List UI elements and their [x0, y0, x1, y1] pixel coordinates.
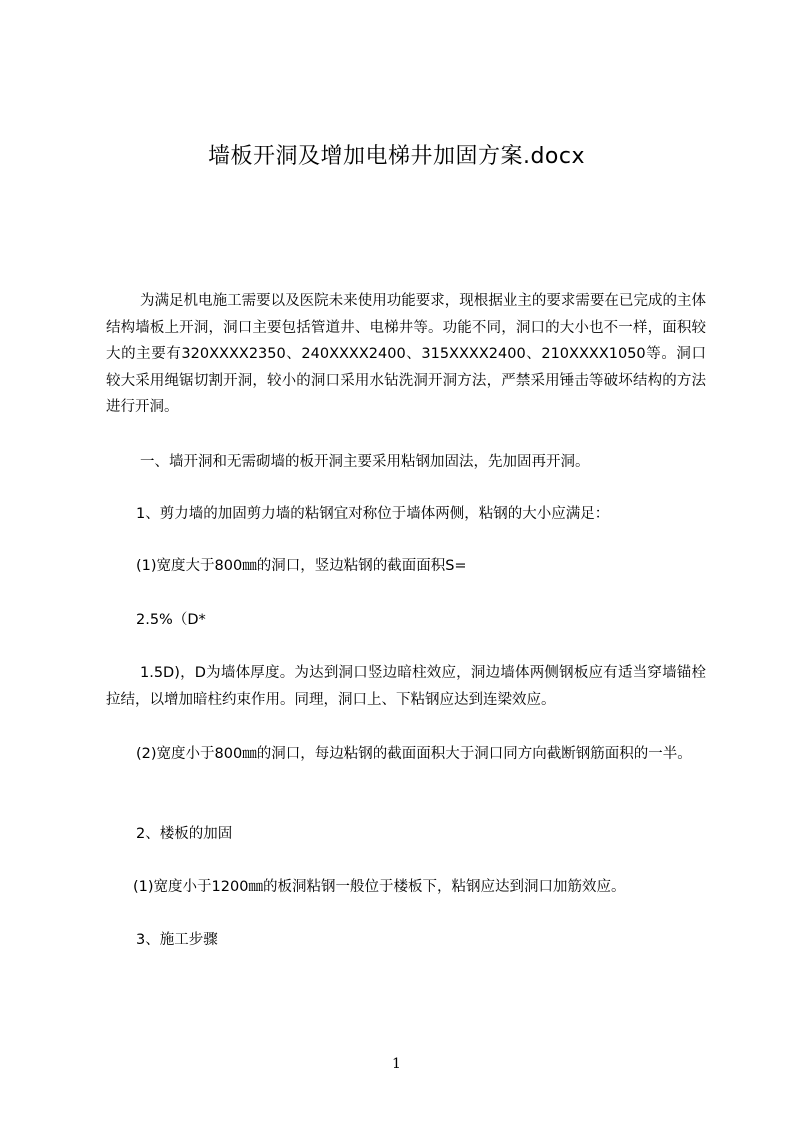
item-2-heading: 2、楼板的加固 [136, 826, 233, 842]
item-2-1-text: (1)宽度小于1200㎜的板洞粘钢一般位于楼板下，粘钢应达到洞口加筋效应。 [133, 879, 626, 895]
item-3-heading: 3、施工步骤 [136, 932, 218, 948]
item-1-heading: 1、剪力墙的加固剪力墙的粘钢宜对称位于墙体两侧，粘钢的大小应满足： [136, 506, 610, 522]
item-1-1-continuation: 1.5D)，D为墙体厚度。为达到洞口竖边暗柱效应，洞边墙体两侧钢板应有适当穿墙锚栓拉结，以增加暗柱约束作用。同理，洞口上、下粘钢应达到连梁效应。 [106, 665, 706, 708]
page-number: 1 [392, 1056, 401, 1072]
intro-paragraph: 为满足机电施工需要以及医院未来使用功能要求，现根据业主的要求需要在已完成的主体结构墙板上开洞，洞口主要包括管道井、电梯井等。功能不同，洞口的大小也不一样，面积较大的主要有320XXXX2350、240XXXX2400、315XXXX2400、210XXXX1050等。洞口较大采用绳锯切割开洞，较小的洞口采用水钻洗洞开洞方法，严禁采用锤击等破坏结构的方法进行开洞。 [106, 293, 706, 415]
document-title: 墙板开洞及增加电梯井加固方案.docx [207, 144, 586, 169]
section-heading-1: 一、墙开洞和无需砌墙的板开洞主要采用粘钢加固法，先加固再开洞。 [140, 454, 590, 470]
item-1-2-text: (2)宽度小于800㎜的洞口，每边粘钢的截面面积大于洞口同方向截断钢筋面积的一半。 [136, 746, 692, 762]
item-1-1-text: (1)宽度大于800㎜的洞口，竖边粘钢的截面面积S= [136, 558, 467, 574]
formula-text: 2.5%（D* [136, 612, 206, 628]
